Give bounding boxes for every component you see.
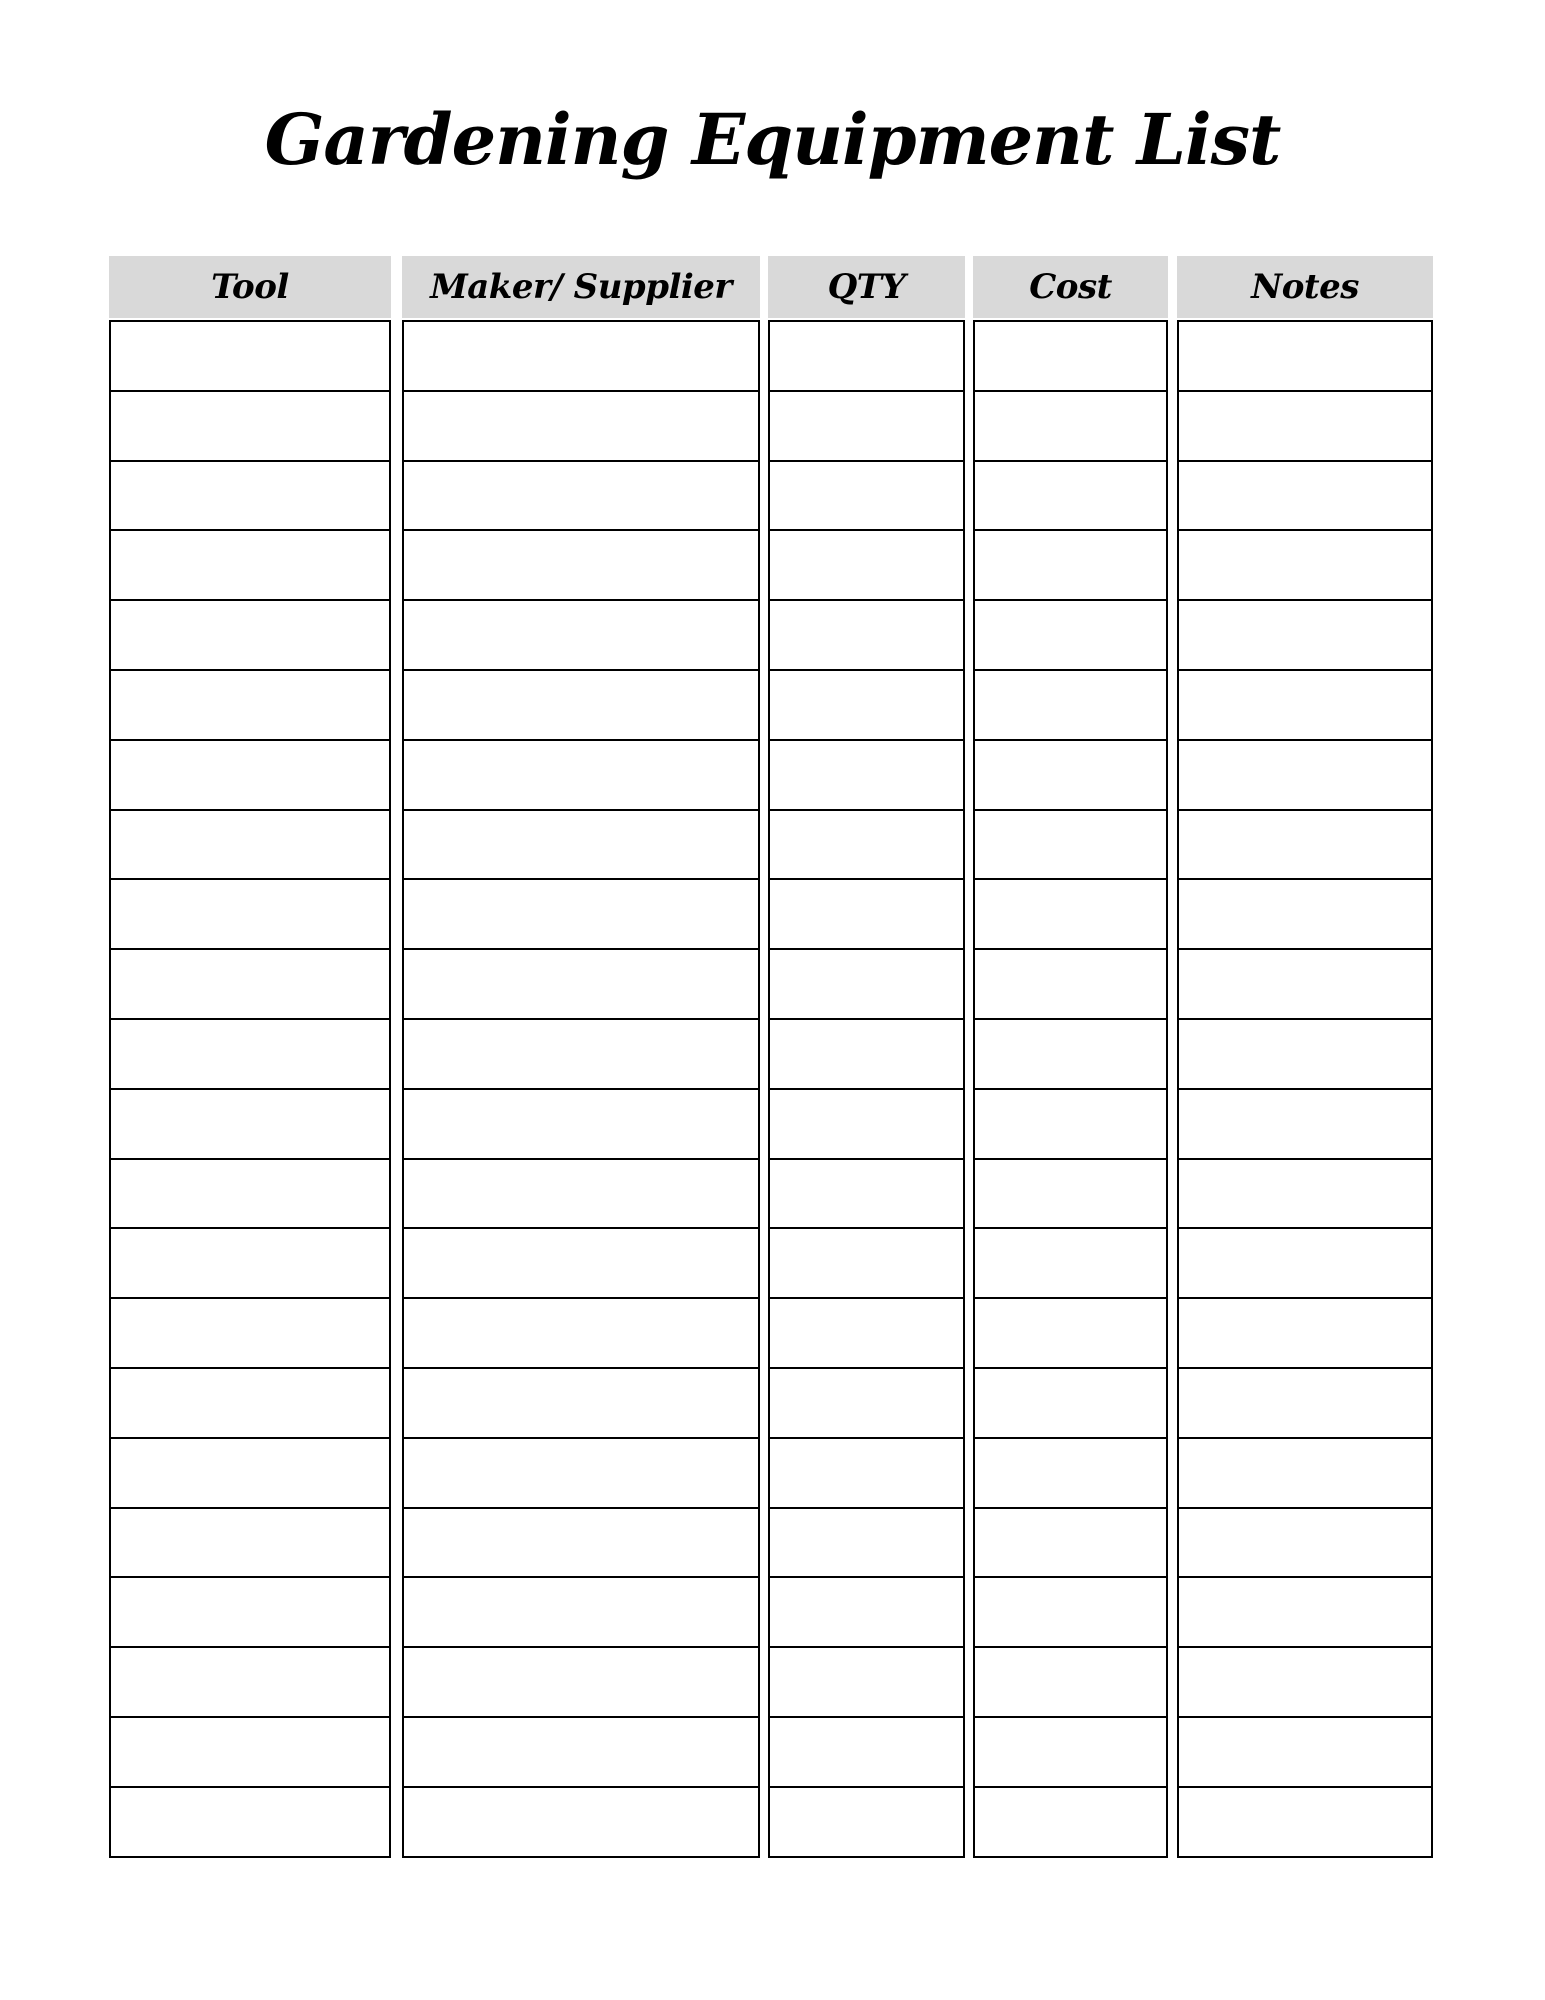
table-cell-notes[interactable]	[1179, 1716, 1431, 1786]
table-cell-notes[interactable]	[1179, 669, 1431, 739]
table-cell-notes[interactable]	[1179, 599, 1431, 669]
table-cell-maker[interactable]	[404, 1158, 758, 1228]
table-cell-qty[interactable]	[770, 460, 963, 530]
table-cell-tool[interactable]	[111, 809, 389, 879]
table-cell-tool[interactable]	[111, 529, 389, 599]
table-cell-notes[interactable]	[1179, 1786, 1431, 1856]
column-body-tool	[109, 320, 391, 1858]
table-cell-maker[interactable]	[404, 669, 758, 739]
table-cell-notes[interactable]	[1179, 1297, 1431, 1367]
table-cell-cost[interactable]	[975, 809, 1166, 879]
table-cell-maker[interactable]	[404, 1297, 758, 1367]
page-title: Gardening Equipment List	[264, 98, 1281, 181]
table-cell-notes[interactable]	[1179, 739, 1431, 809]
table-cell-cost[interactable]	[975, 948, 1166, 1018]
table-cell-qty[interactable]	[770, 878, 963, 948]
column-maker-supplier	[402, 256, 760, 1858]
table-cell-cost[interactable]	[975, 1576, 1166, 1646]
table-cell-qty[interactable]	[770, 1507, 963, 1577]
table-cell-tool[interactable]	[111, 1018, 389, 1088]
table-cell-qty[interactable]	[770, 529, 963, 599]
table-cell-qty[interactable]	[770, 390, 963, 460]
table-cell-qty[interactable]	[770, 1786, 963, 1856]
table-cell-maker[interactable]	[404, 1576, 758, 1646]
column-header-maker-supplier: Maker/ Supplier	[402, 256, 760, 318]
table-cell-maker[interactable]	[404, 1716, 758, 1786]
table-cell-cost[interactable]	[975, 1786, 1166, 1856]
table-cell-qty[interactable]	[770, 1646, 963, 1716]
table-cell-notes[interactable]	[1179, 948, 1431, 1018]
table-cell-tool[interactable]	[111, 1786, 389, 1856]
table-cell-notes[interactable]	[1179, 1646, 1431, 1716]
table-cell-tool[interactable]	[111, 1646, 389, 1716]
table-cell-maker[interactable]	[404, 1088, 758, 1158]
table-cell-tool[interactable]	[111, 320, 389, 390]
table-cell-maker[interactable]	[404, 739, 758, 809]
table-cell-cost[interactable]	[975, 1297, 1166, 1367]
column-header-qty: QTY	[768, 256, 965, 318]
table-cell-notes[interactable]	[1179, 529, 1431, 599]
table-cell-maker[interactable]	[404, 529, 758, 599]
column-body-qty	[768, 320, 965, 1858]
table-cell-notes[interactable]	[1179, 1367, 1431, 1437]
table-cell-notes[interactable]	[1179, 320, 1431, 390]
table-cell-cost[interactable]	[975, 390, 1166, 460]
table-cell-notes[interactable]	[1179, 1507, 1431, 1577]
table-cell-tool[interactable]	[111, 1576, 389, 1646]
column-cost	[973, 256, 1168, 1858]
table-cell-cost[interactable]	[975, 739, 1166, 809]
table-cell-qty[interactable]	[770, 1088, 963, 1158]
table-cell-maker[interactable]	[404, 320, 758, 390]
table-cell-tool[interactable]	[111, 1088, 389, 1158]
table-cell-qty[interactable]	[770, 1018, 963, 1088]
table-cell-cost[interactable]	[975, 1018, 1166, 1088]
table-cell-tool[interactable]	[111, 1367, 389, 1437]
table-cell-qty[interactable]	[770, 948, 963, 1018]
column-body-maker-supplier	[402, 320, 760, 1858]
table-cell-tool[interactable]	[111, 599, 389, 669]
table-cell-tool[interactable]	[111, 669, 389, 739]
table-cell-maker[interactable]	[404, 599, 758, 669]
table-cell-maker[interactable]	[404, 948, 758, 1018]
table-cell-cost[interactable]	[975, 1716, 1166, 1786]
table-cell-cost[interactable]	[975, 669, 1166, 739]
table-cell-cost[interactable]	[975, 529, 1166, 599]
table-cell-qty[interactable]	[770, 1158, 963, 1228]
table-cell-cost[interactable]	[975, 599, 1166, 669]
table-cell-cost[interactable]	[975, 1437, 1166, 1507]
table-cell-tool[interactable]	[111, 1437, 389, 1507]
column-header-cost: Cost	[973, 256, 1168, 318]
table-cell-maker[interactable]	[404, 1018, 758, 1088]
table-cell-maker[interactable]	[404, 1227, 758, 1297]
table-cell-notes[interactable]	[1179, 1018, 1431, 1088]
table-cell-maker[interactable]	[404, 1507, 758, 1577]
table-cell-maker[interactable]	[404, 809, 758, 879]
table-cell-cost[interactable]	[975, 320, 1166, 390]
table-cell-notes[interactable]	[1179, 460, 1431, 530]
column-header-tool: Tool	[109, 256, 391, 318]
table-cell-cost[interactable]	[975, 1367, 1166, 1437]
table-cell-qty[interactable]	[770, 1576, 963, 1646]
table-cell-tool[interactable]	[111, 1158, 389, 1228]
table-cell-tool[interactable]	[111, 1297, 389, 1367]
table-cell-cost[interactable]	[975, 460, 1166, 530]
table-cell-notes[interactable]	[1179, 809, 1431, 879]
table-cell-qty[interactable]	[770, 1367, 963, 1437]
table-cell-notes[interactable]	[1179, 1088, 1431, 1158]
table-cell-notes[interactable]	[1179, 1227, 1431, 1297]
table-cell-maker[interactable]	[404, 390, 758, 460]
table-cell-qty[interactable]	[770, 669, 963, 739]
column-qty	[768, 256, 965, 1858]
table-cell-tool[interactable]	[111, 1507, 389, 1577]
table-cell-cost[interactable]	[975, 1227, 1166, 1297]
table-cell-tool[interactable]	[111, 878, 389, 948]
column-header-notes: Notes	[1177, 256, 1433, 318]
table-cell-qty[interactable]	[770, 1227, 963, 1297]
table-cell-qty[interactable]	[770, 739, 963, 809]
table-cell-qty[interactable]	[770, 1716, 963, 1786]
column-tool	[109, 256, 391, 1858]
table-cell-tool[interactable]	[111, 1227, 389, 1297]
table-cell-notes[interactable]	[1179, 390, 1431, 460]
table-cell-qty[interactable]	[770, 599, 963, 669]
table-cell-qty[interactable]	[770, 320, 963, 390]
table-cell-maker[interactable]	[404, 1646, 758, 1716]
table-cell-notes[interactable]	[1179, 1158, 1431, 1228]
column-notes	[1177, 256, 1433, 1858]
table-cell-tool[interactable]	[111, 739, 389, 809]
table-cell-cost[interactable]	[975, 1158, 1166, 1228]
table-cell-notes[interactable]	[1179, 1437, 1431, 1507]
table-cell-tool[interactable]	[111, 1716, 389, 1786]
table-cell-tool[interactable]	[111, 390, 389, 460]
table-cell-tool[interactable]	[111, 948, 389, 1018]
table-cell-maker[interactable]	[404, 1786, 758, 1856]
table-cell-cost[interactable]	[975, 1507, 1166, 1577]
table-cell-tool[interactable]	[111, 460, 389, 530]
table-cell-qty[interactable]	[770, 1297, 963, 1367]
table-cell-qty[interactable]	[770, 1437, 963, 1507]
table-cell-cost[interactable]	[975, 1088, 1166, 1158]
table-cell-maker[interactable]	[404, 878, 758, 948]
column-body-cost	[973, 320, 1168, 1858]
table-cell-maker[interactable]	[404, 460, 758, 530]
table-cell-notes[interactable]	[1179, 878, 1431, 948]
table-cell-maker[interactable]	[404, 1367, 758, 1437]
table-cell-cost[interactable]	[975, 878, 1166, 948]
table-cell-qty[interactable]	[770, 809, 963, 879]
table-cell-notes[interactable]	[1179, 1576, 1431, 1646]
table-cell-cost[interactable]	[975, 1646, 1166, 1716]
table-cell-maker[interactable]	[404, 1437, 758, 1507]
column-body-notes	[1177, 320, 1433, 1858]
